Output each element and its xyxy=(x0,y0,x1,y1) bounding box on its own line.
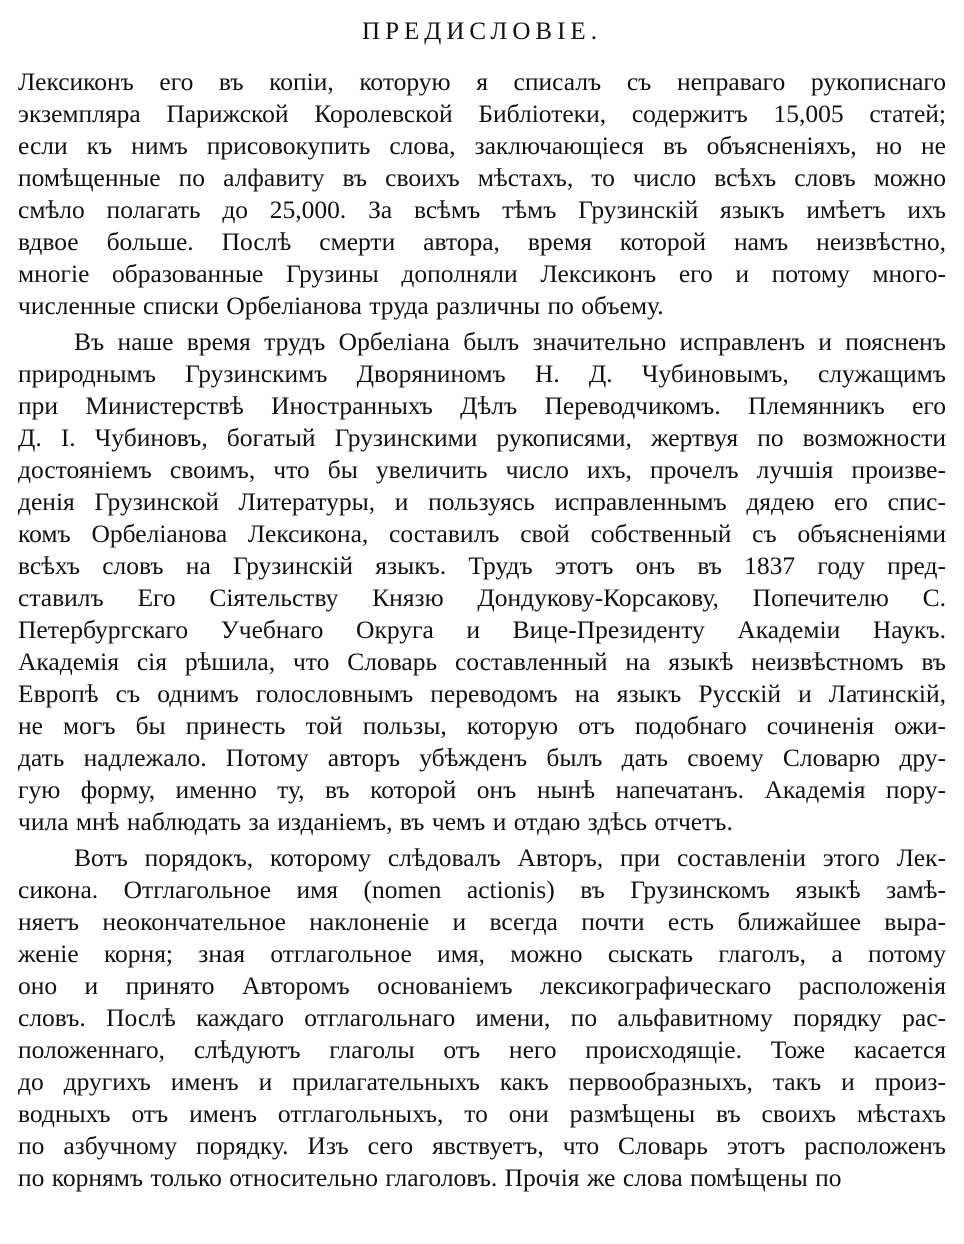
text-line: достояніемъ своимъ, что бы увеличить число ихъ, прочелъ лучшія произве- xyxy=(18,455,946,484)
text-line: денія Грузинской Литературы, и пользуясь исправленнымъ дядею его спис- xyxy=(18,487,946,516)
text-line: чила мнѣ наблюдать за изданіемъ, въ чемъ и отдаю здѣсь отчетъ. xyxy=(18,807,733,836)
text-line: няетъ неокончательное наклоненіе и всегда почти есть ближайшее выра- xyxy=(18,907,946,936)
paragraph xyxy=(18,842,946,1194)
text-line: оно и принято Авторомъ основаніемъ лексикографическаго расположенія xyxy=(18,971,946,1000)
text-line: водныхъ отъ именъ отглагольныхъ, то они размѣщены въ своихъ мѣстахъ xyxy=(18,1099,946,1128)
text-line: по азбучному порядку. Изъ сего явствуетъ, что Словарь этотъ расположенъ xyxy=(18,1131,946,1160)
text-line: Петербургскаго Учебнаго Округа и Вице-Президенту Академіи Наукъ. xyxy=(18,615,946,644)
text-line: положеннаго, слѣдуютъ глаголы отъ него происходящіе. Тоже касается xyxy=(18,1035,946,1064)
text-line: смѣло полагать до 25,000. За всѣмъ тѣмъ Грузинскій языкъ имѣетъ ихъ xyxy=(18,195,946,224)
text-line: женіе корня; зная отглагольное имя, можно сыскать глаголъ, а потому xyxy=(18,939,946,968)
text-line: не могъ бы принесть той пользы, которую отъ подобнаго сочиненія ожи- xyxy=(18,711,946,740)
paragraph xyxy=(18,66,946,322)
text-line: помѣщенные по алфавиту въ своихъ мѣстахъ, то число всѣхъ словъ можно xyxy=(18,163,946,192)
page-title: ПРЕДИСЛОВІЕ. xyxy=(362,18,602,45)
text-line: Лексиконъ его въ копіи, которую я списалъ съ неправаго рукописнаго xyxy=(18,67,946,96)
text-line: до другихъ именъ и прилагательныхъ какъ первообразныхъ, такъ и произ- xyxy=(18,1067,946,1096)
text-line: Д. І. Чубиновъ, богатый Грузинскими рукописями, жертвуя по возможности xyxy=(18,423,946,452)
document-page xyxy=(18,14,946,1194)
text-line: многіе образованные Грузины дополняли Лексиконъ его и потому много- xyxy=(18,259,946,288)
body-text xyxy=(18,66,946,1194)
text-line: по корнямъ только относительно глаголовъ. Прочія же слова помѣщены по xyxy=(18,1163,842,1192)
text-line: природнымъ Грузинскимъ Дворяниномъ Н. Д. Чубиновымъ, служащимъ xyxy=(18,359,946,388)
text-line: экземпляра Парижской Королевской Библіотеки, содержитъ 15,005 статей; xyxy=(18,99,946,128)
text-line: Вотъ порядокъ, которому слѣдовалъ Авторъ, при составленіи этого Лек- xyxy=(74,843,946,872)
text-line: Академія сія рѣшила, что Словарь составленный на языкѣ неизвѣстномъ въ xyxy=(18,647,946,676)
text-line: численные списки Орбеліанова труда различны по объему. xyxy=(18,291,664,320)
text-line: комъ Орбеліанова Лексикона, составилъ свой собственный съ объясненіями xyxy=(18,519,946,548)
text-line: сикона. Отглагольное имя (nomen actionis) въ Грузинскомъ языкѣ замѣ- xyxy=(18,875,946,904)
text-line: ставилъ Его Сіятельству Князю Дондукову-Корсакову, Попечителю С. xyxy=(18,583,946,612)
text-line: словъ. Послѣ каждаго отглагольнаго имени, по альфавитному порядку рас- xyxy=(18,1003,946,1032)
text-line: вдвое больше. Послѣ смерти автора, время которой намъ неизвѣстно, xyxy=(18,227,946,256)
text-line: если къ нимъ присовокупить слова, заключающіеся въ объясненіяхъ, но не xyxy=(18,131,946,160)
text-line: Европѣ съ однимъ голословнымъ переводомъ на языкъ Русскій и Латинскій, xyxy=(18,679,946,708)
text-line: при Министерствѣ Иностранныхъ Дѣлъ Переводчикомъ. Племянникъ его xyxy=(18,391,946,420)
text-line: Въ наше время трудъ Орбеліана былъ значительно исправленъ и поясненъ xyxy=(74,327,946,356)
text-line: дать надлежало. Потому авторъ убѣжденъ былъ дать своему Словарю дру- xyxy=(18,743,946,772)
paragraph xyxy=(18,326,946,838)
text-line: всѣхъ словъ на Грузинскій языкъ. Трудъ этотъ онъ въ 1837 году пред- xyxy=(18,551,946,580)
text-line: гую форму, именно ту, въ которой онъ нынѣ напечатанъ. Академія пору- xyxy=(18,775,946,804)
